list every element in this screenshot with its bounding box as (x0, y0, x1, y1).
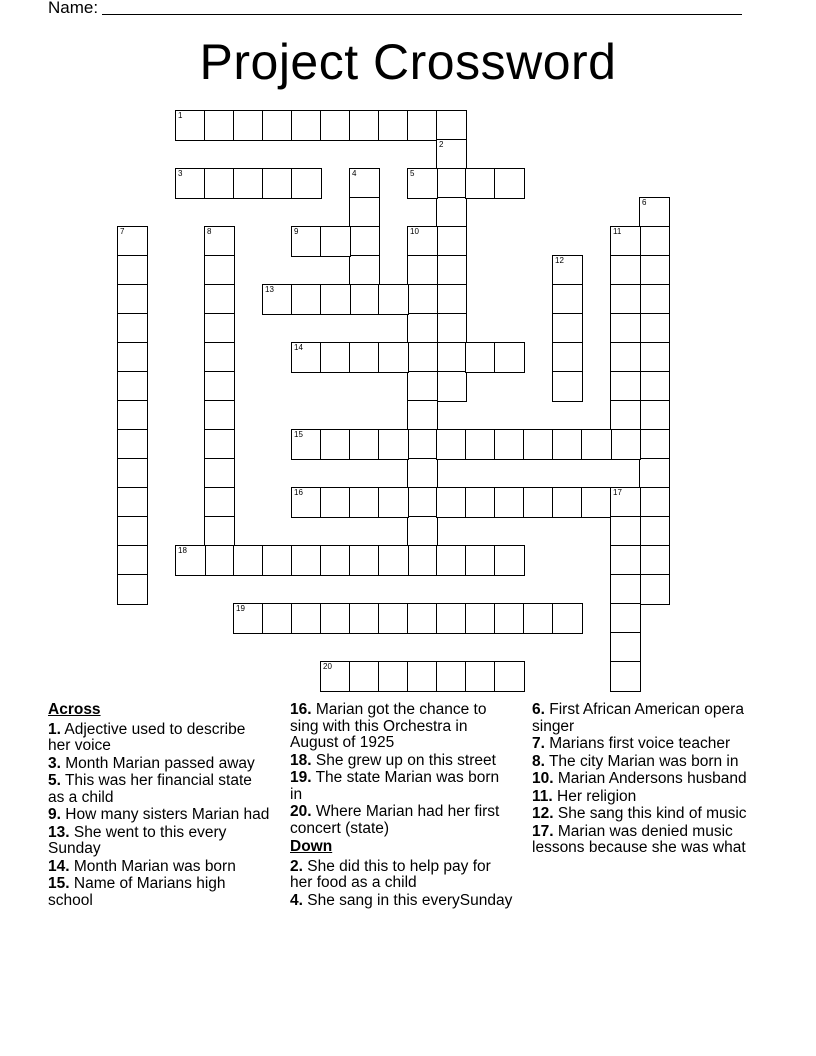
grid-cell[interactable] (379, 604, 408, 633)
grid-cell[interactable] (350, 662, 379, 691)
grid-cell[interactable] (118, 517, 147, 546)
grid-cell[interactable] (118, 372, 147, 401)
grid-cell[interactable] (611, 517, 640, 546)
grid-cell[interactable] (321, 285, 350, 314)
grid-cell[interactable] (437, 198, 466, 227)
cell-number: 18 (178, 546, 187, 555)
grid-cell[interactable] (292, 488, 321, 517)
grid-cell[interactable] (611, 227, 640, 256)
grid-cell[interactable] (640, 430, 669, 459)
grid-cell[interactable] (263, 285, 292, 314)
grid-cell[interactable] (379, 430, 408, 459)
grid-cell[interactable] (408, 111, 437, 140)
grid-cell[interactable] (495, 488, 524, 517)
grid-cell[interactable] (437, 227, 466, 256)
clue-down-2: 2. She did this to help pay for her food as a child (290, 857, 491, 891)
grid-cell[interactable] (205, 517, 234, 546)
grid-cell[interactable] (205, 343, 234, 372)
grid-cell[interactable] (640, 198, 669, 227)
grid-cell[interactable] (495, 604, 524, 633)
grid-cell[interactable] (292, 546, 321, 575)
cell-number: 16 (294, 488, 303, 497)
grid-cell[interactable] (205, 227, 234, 256)
grid-cell[interactable] (553, 372, 582, 401)
grid-cell[interactable] (350, 546, 379, 575)
grid-cell[interactable] (292, 604, 321, 633)
grid-cell[interactable] (611, 575, 640, 604)
grid-cell[interactable] (118, 227, 147, 256)
grid-cell[interactable] (408, 372, 437, 401)
grid-cell[interactable] (350, 285, 379, 314)
grid-cell[interactable] (611, 314, 640, 343)
grid-cell[interactable] (350, 488, 379, 517)
grid-cell[interactable] (379, 111, 408, 140)
grid-cell[interactable] (379, 343, 408, 372)
grid-cell[interactable] (437, 662, 466, 691)
grid-cell[interactable] (350, 343, 379, 372)
grid-cell[interactable] (263, 546, 292, 575)
grid-cell[interactable] (321, 604, 350, 633)
grid-cell[interactable] (611, 662, 640, 691)
grid-cell[interactable] (437, 546, 466, 575)
cell-number: 20 (323, 662, 332, 671)
page-title: Project Crossword (199, 34, 617, 90)
grid-cell[interactable] (263, 604, 292, 633)
grid-cell[interactable] (408, 604, 437, 633)
grid-cell[interactable] (408, 430, 437, 459)
grid-cell[interactable] (437, 111, 466, 140)
grid-cell[interactable] (437, 285, 466, 314)
grid-cell[interactable] (205, 111, 234, 140)
clue-down-10: 10. Marian Andersons husband (532, 770, 747, 787)
grid-cell[interactable] (611, 546, 640, 575)
grid-cell[interactable] (437, 140, 466, 169)
cell-number: 8 (207, 227, 212, 236)
grid-cell[interactable] (640, 343, 669, 372)
grid-cell[interactable] (408, 459, 437, 488)
grid-cell[interactable] (350, 227, 379, 256)
grid-cell[interactable] (553, 285, 582, 314)
across-heading: Across (48, 701, 101, 718)
grid-cell[interactable] (234, 169, 263, 198)
grid-cell[interactable] (379, 546, 408, 575)
grid-cell[interactable] (408, 169, 437, 198)
cell-number: 15 (294, 430, 303, 439)
clue-across-20: 20. Where Marian had her first concert (state) (290, 803, 500, 837)
grid-cell[interactable] (118, 285, 147, 314)
grid-cell[interactable] (495, 343, 524, 372)
grid-cell[interactable] (118, 343, 147, 372)
name-label: Name: (48, 0, 99, 17)
grid-cell[interactable] (292, 111, 321, 140)
cell-number: 6 (642, 198, 647, 207)
grid-cell[interactable] (640, 372, 669, 401)
grid-cell[interactable] (553, 430, 582, 459)
clue-across-16: 16. Marian got the chance to sing with this Orchestra in August of 1925 (290, 701, 487, 751)
grid-cell[interactable] (118, 459, 147, 488)
grid-cell[interactable] (321, 343, 350, 372)
grid-cell[interactable] (495, 430, 524, 459)
grid-cell[interactable] (640, 256, 669, 285)
clue-across-3: 3. Month Marian passed away (48, 754, 255, 772)
grid-cell[interactable] (466, 662, 495, 691)
grid-cell[interactable] (292, 285, 321, 314)
grid-cell[interactable] (263, 111, 292, 140)
grid-cell[interactable] (350, 256, 379, 285)
grid-cell[interactable] (466, 604, 495, 633)
grid-cell[interactable] (640, 575, 669, 604)
grid-cell[interactable] (321, 488, 350, 517)
grid-cell[interactable] (321, 662, 350, 691)
grid-cell[interactable] (379, 662, 408, 691)
grid-cell[interactable] (611, 285, 640, 314)
grid-cell[interactable] (350, 430, 379, 459)
grid-cell[interactable] (408, 314, 437, 343)
grid-cell[interactable] (640, 227, 669, 256)
clue-across-15: 15. Name of Marians high school (48, 875, 226, 909)
clue-down-11: 11. Her religion (532, 787, 637, 805)
grid-cell[interactable] (640, 285, 669, 314)
grid-cell[interactable] (437, 604, 466, 633)
grid-cell[interactable] (466, 343, 495, 372)
grid-cell[interactable] (611, 488, 640, 517)
grid-cell[interactable] (321, 111, 350, 140)
grid-cell[interactable] (118, 314, 147, 343)
cell-number: 10 (410, 227, 419, 236)
grid-cell[interactable] (553, 488, 582, 517)
grid-cell[interactable] (437, 372, 466, 401)
grid-cell[interactable] (611, 256, 640, 285)
grid-cell[interactable] (640, 546, 669, 575)
cell-number: 7 (120, 227, 125, 236)
grid-cell[interactable] (408, 227, 437, 256)
grid-cell[interactable] (553, 604, 582, 633)
grid-cell[interactable] (611, 633, 640, 662)
clue-down-4: 4. She sang in this everySunday (290, 891, 513, 909)
grid-cell[interactable] (466, 488, 495, 517)
grid-cell[interactable] (176, 111, 205, 140)
cell-number: 11 (613, 227, 622, 236)
grid-cell[interactable] (553, 314, 582, 343)
grid-cell[interactable] (408, 401, 437, 430)
grid-cell[interactable] (640, 517, 669, 546)
grid-cell[interactable] (205, 488, 234, 517)
cell-number: 9 (294, 227, 299, 236)
grid-cell[interactable] (118, 256, 147, 285)
grid-cell[interactable] (350, 111, 379, 140)
grid-cell[interactable] (524, 604, 553, 633)
grid-cell[interactable] (437, 430, 466, 459)
grid-cell[interactable] (437, 343, 466, 372)
clues-column-2 (290, 702, 515, 910)
clues-column-1 (48, 702, 270, 910)
grid-cell[interactable] (408, 256, 437, 285)
grid-cell[interactable] (466, 169, 495, 198)
grid-cell[interactable] (205, 285, 234, 314)
grid-cell[interactable] (408, 285, 437, 314)
cell-number: 1 (178, 111, 183, 120)
grid-cell[interactable] (292, 343, 321, 372)
grid-cell[interactable] (321, 227, 350, 256)
grid-cell[interactable] (379, 285, 408, 314)
grid-cell[interactable] (234, 604, 263, 633)
grid-cell[interactable] (582, 488, 611, 517)
grid-cell[interactable] (553, 343, 582, 372)
grid-cell[interactable] (350, 169, 379, 198)
grid-cell[interactable] (118, 546, 147, 575)
grid-cell[interactable] (437, 169, 466, 198)
grid-cell[interactable] (118, 401, 147, 430)
grid-cell[interactable] (176, 546, 205, 575)
grid-cell[interactable] (118, 575, 147, 604)
grid-cell[interactable] (321, 430, 350, 459)
grid-cell[interactable] (611, 372, 640, 401)
grid-cell[interactable] (205, 430, 234, 459)
clue-down-17: 17. Marian was denied music lessons because she was what (532, 822, 746, 856)
grid-cell[interactable] (292, 430, 321, 459)
grid-cell[interactable] (466, 430, 495, 459)
grid-cell[interactable] (205, 546, 234, 575)
grid-cell[interactable] (611, 430, 640, 459)
clue-down-8: 8. The city Marian was born in (532, 752, 739, 770)
cell-number: 12 (555, 256, 564, 265)
clue-across-18: 18. She grew up on this street (290, 751, 496, 769)
grid-cell[interactable] (292, 169, 321, 198)
grid-cell[interactable] (408, 517, 437, 546)
grid-cell[interactable] (524, 430, 553, 459)
clue-across-19: 19. The state Marian was born in (290, 769, 500, 803)
grid-cell[interactable] (205, 169, 234, 198)
grid-cell[interactable] (582, 430, 611, 459)
cell-number: 13 (265, 285, 274, 294)
grid-cell[interactable] (350, 198, 379, 227)
grid-cell[interactable] (205, 256, 234, 285)
clue-across-14: 14. Month Marian was born (48, 857, 236, 875)
grid-cell[interactable] (640, 488, 669, 517)
grid-cell[interactable] (234, 546, 263, 575)
cell-number: 4 (352, 169, 357, 178)
grid-cell[interactable] (437, 256, 466, 285)
grid-cell[interactable] (205, 314, 234, 343)
grid-cell[interactable] (205, 401, 234, 430)
grid-cell[interactable] (350, 604, 379, 633)
grid-cell[interactable] (495, 662, 524, 691)
grid-cell[interactable] (611, 401, 640, 430)
clue-down-7: 7. Marians first voice teacher (532, 735, 731, 752)
grid-cell[interactable] (408, 343, 437, 372)
grid-cell[interactable] (553, 256, 582, 285)
grid-cell[interactable] (466, 546, 495, 575)
grid-cell[interactable] (263, 169, 292, 198)
grid-cell[interactable] (611, 343, 640, 372)
clue-down-6: 6. First African American opera singer (532, 701, 744, 735)
cell-number: 17 (613, 488, 622, 497)
grid-cell[interactable] (408, 662, 437, 691)
grid-cell[interactable] (234, 111, 263, 140)
grid-cell[interactable] (176, 169, 205, 198)
down-heading: Down (290, 838, 333, 855)
grid-cell[interactable] (408, 546, 437, 575)
clue-across-1: 1. Adjective used to describe her voice (48, 720, 246, 754)
grid-cell[interactable] (495, 546, 524, 575)
grid-cell[interactable] (437, 488, 466, 517)
clue-across-5: 5. This was her financial state as a child (48, 772, 252, 806)
grid-cell[interactable] (524, 488, 553, 517)
grid-cell[interactable] (640, 459, 669, 488)
grid-cell[interactable] (495, 169, 524, 198)
grid-cell[interactable] (292, 227, 321, 256)
cell-number: 14 (294, 343, 303, 352)
grid-cell[interactable] (437, 314, 466, 343)
clue-across-13: 13. She went to this every Sunday (48, 823, 227, 857)
clue-down-12: 12. She sang this kind of music (532, 805, 747, 822)
grid-cell[interactable] (205, 459, 234, 488)
cell-number: 2 (439, 140, 444, 149)
clue-across-9: 9. How many sisters Marian had (48, 806, 270, 823)
grid-cell[interactable] (611, 604, 640, 633)
grid-cell[interactable] (321, 546, 350, 575)
grid-cell[interactable] (118, 430, 147, 459)
grid-cell[interactable] (640, 401, 669, 430)
grid-cell[interactable] (205, 372, 234, 401)
clues-column-3 (532, 702, 764, 858)
cell-number: 5 (410, 169, 415, 178)
cell-number: 19 (236, 604, 245, 613)
grid-cell[interactable] (640, 314, 669, 343)
grid-cell[interactable] (379, 488, 408, 517)
grid-cell[interactable] (408, 488, 437, 517)
grid-cell[interactable] (118, 488, 147, 517)
cell-number: 3 (178, 169, 183, 178)
